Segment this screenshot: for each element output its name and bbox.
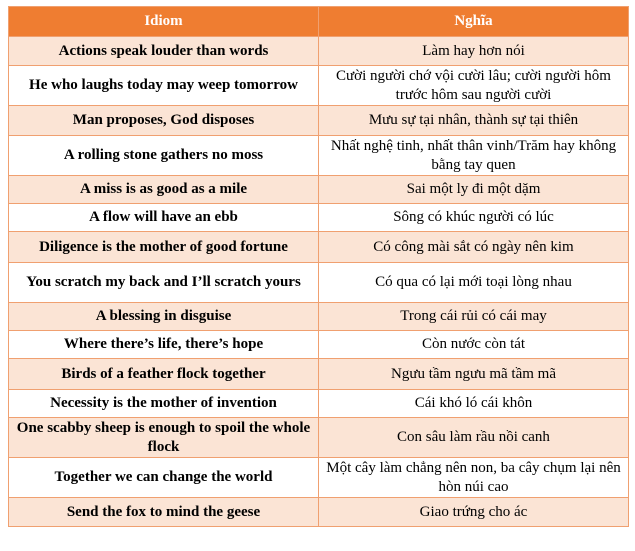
idiom-cell: A blessing in disguise — [9, 303, 319, 331]
table-row — [9, 390, 629, 418]
meaning-cell: Có qua có lại mới toại lòng nhau — [319, 263, 629, 303]
idiom-cell: One scabby sheep is enough to spoil the whole flock — [9, 418, 319, 458]
meaning-cell: Mưu sự tại nhân, thành sự tại thiên — [319, 106, 629, 136]
meaning-cell: Có công mài sắt có ngày nên kim — [319, 232, 629, 263]
idiom-table — [8, 6, 629, 527]
table-row — [9, 66, 629, 106]
table-row — [9, 37, 629, 66]
idiom-cell: Together we can change the world — [9, 458, 319, 498]
idiom-cell: Send the fox to mind the geese — [9, 498, 319, 527]
table-header — [9, 7, 629, 37]
meaning-cell: Một cây làm chẳng nên non, ba cây chụm lại nên hòn núi cao — [319, 458, 629, 498]
idiom-cell: Actions speak louder than words — [9, 37, 319, 66]
idiom-cell: A miss is as good as a mile — [9, 176, 319, 204]
idiom-cell: You scratch my back and I’ll scratch yours — [9, 263, 319, 303]
table-row — [9, 176, 629, 204]
meaning-cell: Trong cái rủi có cái may — [319, 303, 629, 331]
idiom-cell: Where there’s life, there’s hope — [9, 331, 319, 359]
idiom-cell: Diligence is the mother of good fortune — [9, 232, 319, 263]
table-row — [9, 136, 629, 176]
idiom-cell: Man proposes, God disposes — [9, 106, 319, 136]
table-row — [9, 331, 629, 359]
table-row — [9, 498, 629, 527]
table-row — [9, 232, 629, 263]
table-row — [9, 204, 629, 232]
meaning-cell: Sông có khúc người có lúc — [319, 204, 629, 232]
meaning-cell: Giao trứng cho ác — [319, 498, 629, 527]
meaning-cell: Sai một ly đi một dặm — [319, 176, 629, 204]
idiom-cell: A flow will have an ebb — [9, 204, 319, 232]
meaning-cell: Làm hay hơn nói — [319, 37, 629, 66]
meaning-cell: Ngưu tầm ngưu mã tầm mã — [319, 359, 629, 390]
idiom-cell: A rolling stone gathers no moss — [9, 136, 319, 176]
meaning-cell: Còn nước còn tát — [319, 331, 629, 359]
idiom-cell: He who laughs today may weep tomorrow — [9, 66, 319, 106]
table-row — [9, 418, 629, 458]
table-row — [9, 263, 629, 303]
meaning-cell: Con sâu làm rầu nồi canh — [319, 418, 629, 458]
header-row — [9, 7, 629, 37]
idiom-cell: Birds of a feather flock together — [9, 359, 319, 390]
table-row — [9, 303, 629, 331]
meaning-cell: Cười người chớ vội cười lâu; cười người hôm trước hôm sau người cười — [319, 66, 629, 106]
table-body — [9, 37, 629, 527]
table-row — [9, 458, 629, 498]
meaning-cell: Nhất nghệ tinh, nhất thân vinh/Trăm hay không bằng tay quen — [319, 136, 629, 176]
idiom-cell: Necessity is the mother of invention — [9, 390, 319, 418]
meaning-cell: Cái khó ló cái khôn — [319, 390, 629, 418]
header-meaning: Nghĩa — [319, 7, 629, 37]
table-row — [9, 359, 629, 390]
header-idiom: Idiom — [9, 7, 319, 37]
table-row — [9, 106, 629, 136]
